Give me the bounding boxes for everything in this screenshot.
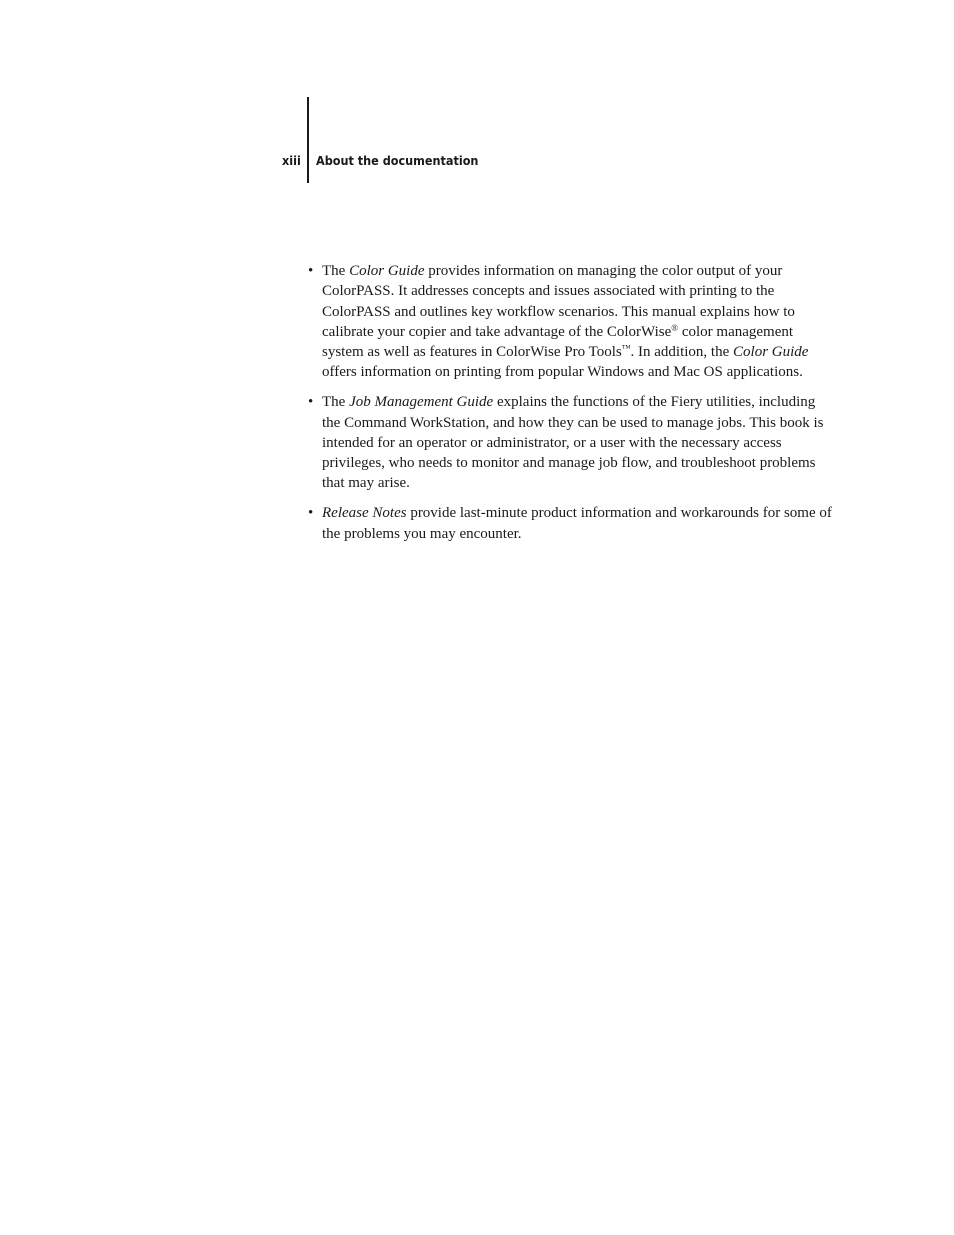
italic-title: Color Guide — [733, 344, 809, 361]
italic-title: Color Guide — [349, 263, 425, 279]
section-title: About the documentation — [316, 153, 479, 168]
bullet-item-release-notes — [308, 503, 833, 544]
bullet-marker: • — [308, 505, 314, 522]
bullet-list — [308, 261, 833, 553]
italic-title: Release Notes — [322, 505, 407, 522]
bullet-item-color-guide — [308, 261, 833, 383]
text-run: explains the functions of the Fiery utilities, including the Command WorkStation, and how they can be used to manage jobs. This book is intended for an operator or administrator, or a user with the necessary access privileges, who needs to monitor and manage job flow, and troubleshoot problems that may arise. — [322, 394, 824, 492]
text-run: . In addition, the — [630, 344, 734, 361]
text-run: provides information on managing the color output of your ColorPASS. It addresses concepts and issues associated with printing to the ColorPASS and outlines key workflow scenarios. This manual explains how to calibrate your copier and take advantage of the ColorWise — [322, 263, 795, 340]
trademark-mark: ™ — [621, 343, 631, 354]
bullet-item-job-management-guide — [308, 392, 833, 493]
bullet-marker: • — [308, 394, 314, 411]
text-run: provide last-minute product information and workarounds for some of the problems you may encounter. — [322, 505, 832, 542]
text-run: The — [322, 394, 350, 411]
bullet-marker: • — [308, 263, 314, 279]
header-rule — [307, 97, 309, 183]
page-number: xiii — [282, 153, 301, 168]
text-run: color management system as well as features in ColorWise Pro Tools — [322, 323, 794, 361]
text-run: offers information on printing from popular Windows and Mac OS applications. — [322, 364, 803, 381]
text-run: The — [322, 263, 350, 279]
italic-title: Job Management Guide — [349, 394, 494, 411]
registered-mark: ® — [671, 322, 679, 333]
